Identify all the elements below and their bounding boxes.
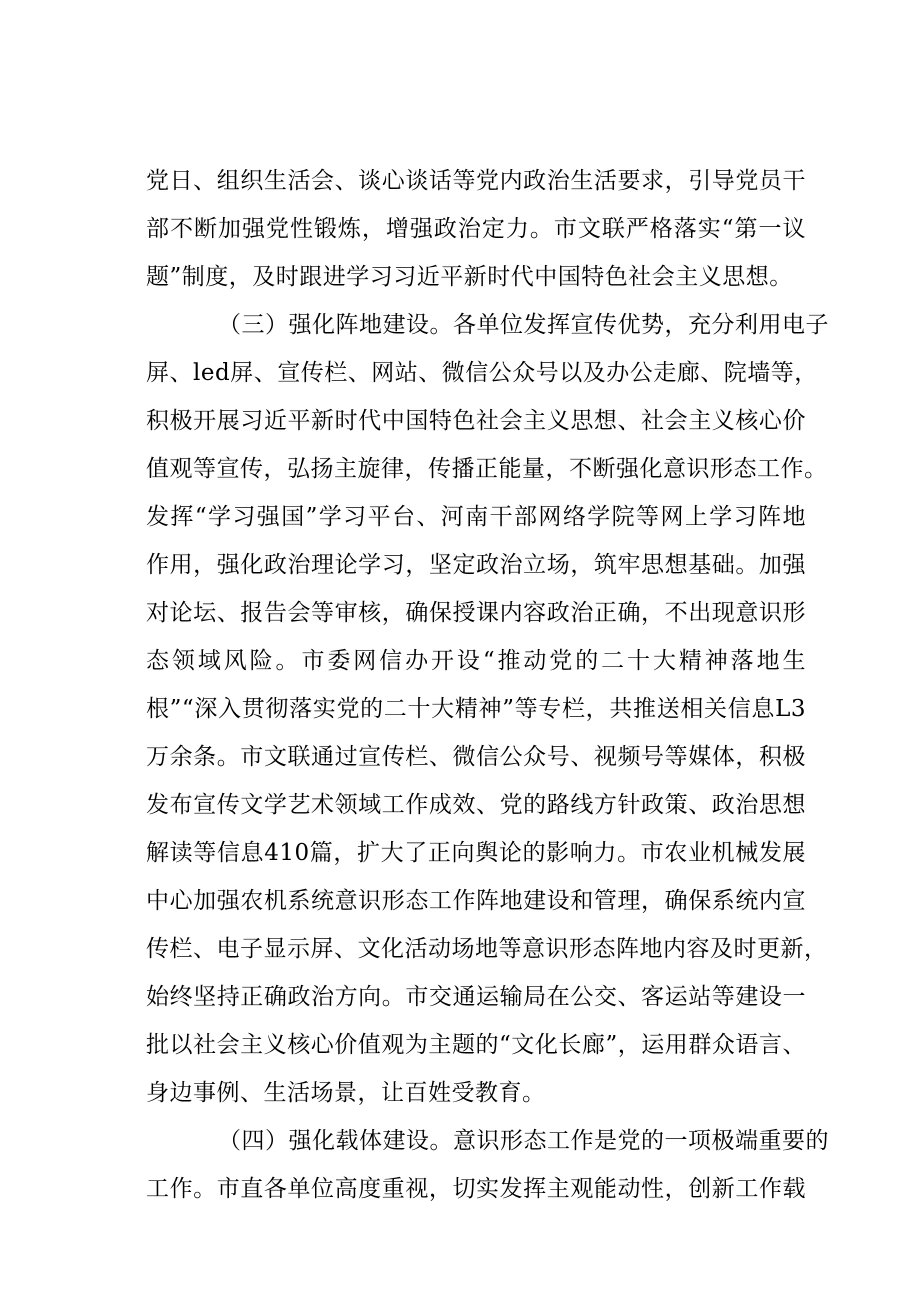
text-line: 万余条。市文联通过宣传栏、微信公众号、视频号等媒体，积极 bbox=[146, 744, 806, 770]
text-line: 批以社会主义核心价值观为主题的“文化长廊”，运用群众语言、 bbox=[146, 1032, 806, 1058]
text-line: 传栏、电子显示屏、文化活动场地等意识形态阵地内容及时更新， bbox=[146, 936, 828, 962]
text-line: 屏、led屏、宣传栏、网站、微信公众号以及办公走廊、院墙等， bbox=[146, 360, 818, 386]
text-line: 始终坚持正确政治方向。市交通运输局在公交、客运站等建设一 bbox=[146, 984, 806, 1010]
text-line: 身边事例、生活场景，让百姓受教育。 bbox=[146, 1080, 546, 1106]
body-text bbox=[146, 157, 829, 1213]
text-line: 积极开展习近平新时代中国特色社会主义思想、社会主义核心价 bbox=[146, 408, 806, 434]
text-line: 发挥“学习强国”学习平台、河南干部网络学院等网上学习阵地 bbox=[146, 504, 806, 530]
text-line: 态领域风险。市委网信办开设“推动党的二十大精神落地生 bbox=[146, 648, 806, 674]
text-line: 发布宣传文学艺术领域工作成效、党的路线方针政策、政治思想 bbox=[146, 792, 806, 818]
text-line: 部不断加强党性锻炼，增强政治定力。市文联严格落实“第一议 bbox=[146, 216, 806, 242]
text-line: （四）强化载体建设。意识形态工作是党的一项极端重要的 bbox=[218, 1128, 829, 1154]
text-line: 党日、组织生活会、谈心谈话等党内政治生活要求，引导党员干 bbox=[146, 168, 806, 194]
text-line: 题”制度，及时跟进学习习近平新时代中国特色社会主义思想。 bbox=[146, 264, 793, 290]
text-line: 中心加强农机系统意识形态工作阵地建设和管理，确保系统内宣 bbox=[146, 888, 806, 914]
text-line: （三）强化阵地建设。各单位发挥宣传优势，充分利用电子 bbox=[218, 312, 829, 338]
text-line: 根”“深入贯彻落实党的二十大精神”等专栏，共推送相关信息L3 bbox=[146, 696, 806, 722]
text-line: 作用，强化政治理论学习，坚定政治立场，筑牢思想基础。加强 bbox=[146, 552, 806, 578]
text-line: 值观等宣传，弘扬主旋律，传播正能量，不断强化意识形态工作。 bbox=[146, 456, 828, 482]
text-line: 解读等信息410篇，扩大了正向舆论的影响力。市农业机械发展 bbox=[146, 840, 806, 866]
text-line: 工作。市直各单位高度重视，切实发挥主观能动性，创新工作载 bbox=[146, 1176, 806, 1202]
text-line: 对论坛、报告会等审核，确保授课内容政治正确，不出现意识形 bbox=[146, 600, 806, 626]
